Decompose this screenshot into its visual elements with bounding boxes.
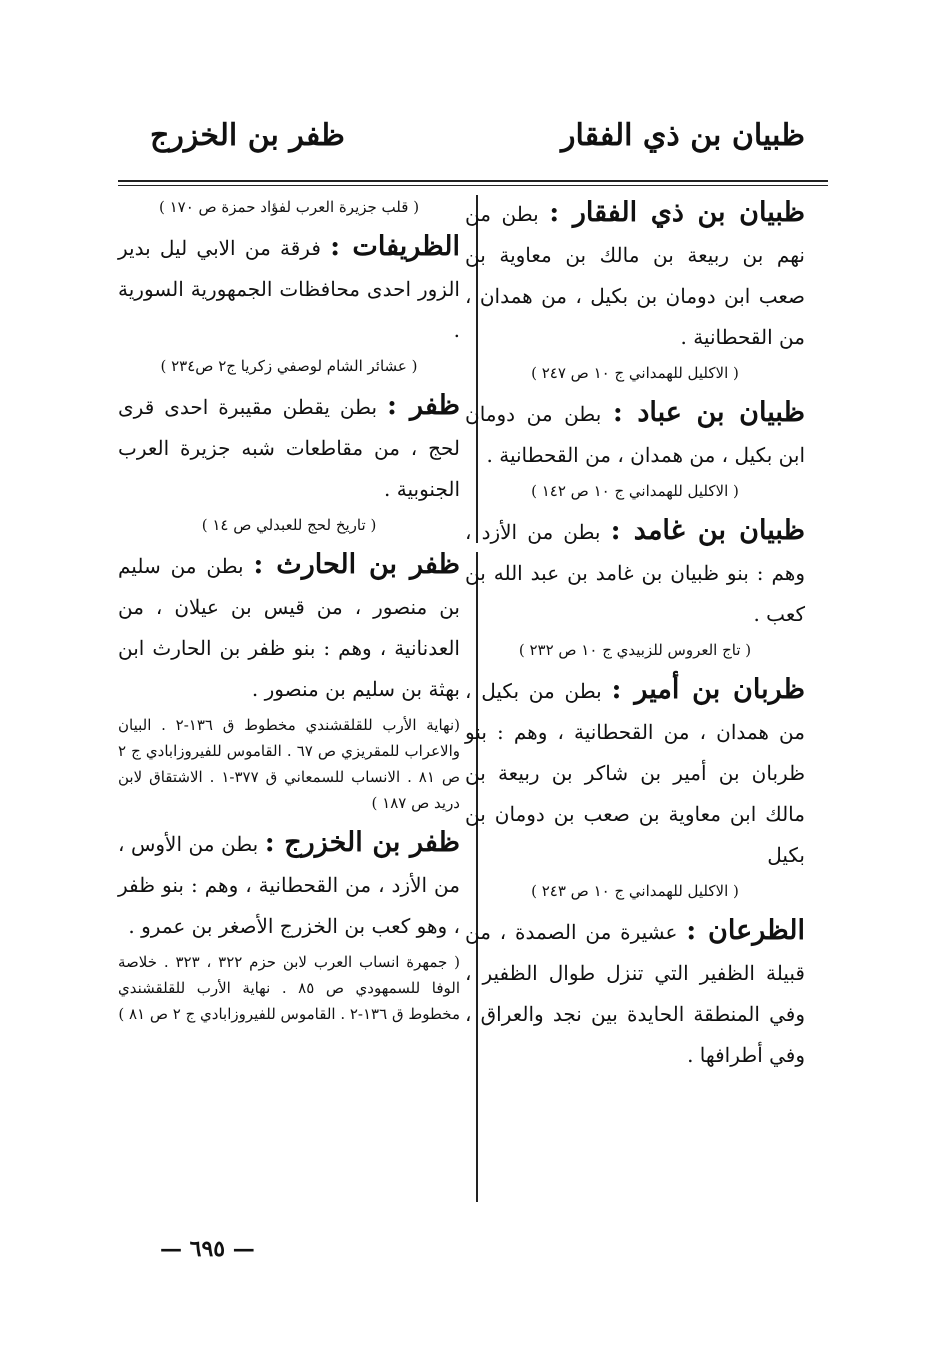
entry-headword: ظفر بن الحارث : <box>253 549 461 580</box>
entry-reference: ( قلب جزيرة العرب لفؤاد حمزة ص ١٧٠ ) <box>158 198 420 216</box>
entry-headword: ظفر بن الخزرج : <box>264 827 461 858</box>
entry <box>118 385 460 538</box>
page-number: — ٦٩٥ — <box>160 1236 255 1262</box>
entry-text: بطن من الأزد ، وهم : بنو ظبيان بن غامد بن عبد الله بن كعب . <box>465 520 805 626</box>
entry-reference: ( الاكليل للهمداني ج ١٠ ص ٢٤٣ ) <box>531 882 739 900</box>
left-column <box>118 192 460 1033</box>
entry-reference: ( تاريخ لحج للعبدلي ص ١٤ ) <box>201 516 377 534</box>
entry-headword: ظبيان بن غامد : <box>610 515 805 546</box>
entry-reference: ( جمهرة انساب العرب لابن حزم ٣٢٢ ، ٣٢٣ . خلاصة الوفا للسمهودي ص ٨٥ . نهاية الأرب للقلقشندي مخطوط ق ١٣٦-٢ . القاموس للفيروزابادي ج ٢ ص ٨١ ) <box>118 953 460 1023</box>
right-column <box>465 192 805 1078</box>
entry <box>465 510 805 663</box>
entry <box>118 226 460 379</box>
entry-text: بطن من بكيل ، من همدان ، من القحطانية ، وهم : بنو ظربان بن أمير بن شاكر بن ربيعة بن مالك ابن معاوية بن صعب بن دومان بن بكيل <box>465 679 805 867</box>
entry-headword: الظرعان : <box>686 915 805 946</box>
entry-reference: ( تاج العروس للزبيدي ج ١٠ ص ٢٣٢ ) <box>518 641 752 659</box>
entry <box>118 544 460 816</box>
entry <box>465 669 805 904</box>
entry-text: بطن من نهم بن ربيعة بن مالك بن معاوية بن صعب ابن دومان بن بكيل ، من همدان ، من القحطانية . <box>465 202 805 349</box>
entry-headword: ظربان بن أمير : <box>611 674 806 705</box>
running-head-left: ظفر بن الخزرج <box>150 118 345 153</box>
header-rule <box>118 180 828 182</box>
entry-reference: (نهاية الأرب للقلقشندي مخطوط ق ١٣٦-٢ . البيان والاعراب للمقريزي ص ٦٧ . القاموس للفيروزابادي ج ٢ ص ٨١ . الانساب للسمعاني ق ٣٧٧-١ . الاشتقاق لابن دريد ص ١٨٧ ) <box>118 716 461 812</box>
entry-headword: ظبيان بن عباد : <box>612 397 805 428</box>
entry-headword: الظريفات : <box>330 231 461 262</box>
entry-text: بطن يقطن مقيبرة احدى قرى لحج ، من مقاطعات شبه جزيرة العرب الجنوبية . <box>118 395 460 501</box>
entry-text: فرقة من الابي ليل بدير الزور احدى محافظات الجمهورية السورية . <box>118 236 460 342</box>
entry-text: بطن من دومان ابن بكيل ، من همدان ، من القحطانية . <box>465 402 805 467</box>
entry-reference: ( الاكليل للهمداني ج ١٠ ص ١٤٢ ) <box>531 482 739 500</box>
header-rule-thin <box>118 185 828 186</box>
entry <box>465 192 805 386</box>
entry-text: بطن من الأوس ، من الأزد ، من القحطانية ، وهم : بنو ظفر ، وهو كعب بن الخزرج الأصغر بن عمرو . <box>118 832 460 938</box>
entry <box>465 392 805 504</box>
entry-text: عشيرة من الصمدة ، من قبيلة الظفير التي تنزل طوال الظفير ، وفي المنطقة الحايدة بين نجد والعراق ، وفي أطرافها . <box>465 920 805 1067</box>
entry-reference: ( الاكليل للهمداني ج ١٠ ص ٢٤٧ ) <box>531 364 739 382</box>
entry <box>118 822 460 1027</box>
entry-headword: ظفر : <box>387 390 461 421</box>
entry-headword: ظبيان بن ذي الفقار : <box>549 197 805 228</box>
entry-reference: ( عشائر الشام لوصفي زكريا ج٢ ص٢٣٤ ) <box>160 357 418 375</box>
entry <box>465 910 805 1076</box>
entry-text: بطن من سليم بن منصور ، من قيس بن عيلان ، من العدنانية ، وهم : بنو ظفر بن الحارث ابن بهثة بن سليم بن منصور . <box>118 554 460 701</box>
running-head-right: ظبيان بن ذي الفقار <box>561 118 805 153</box>
